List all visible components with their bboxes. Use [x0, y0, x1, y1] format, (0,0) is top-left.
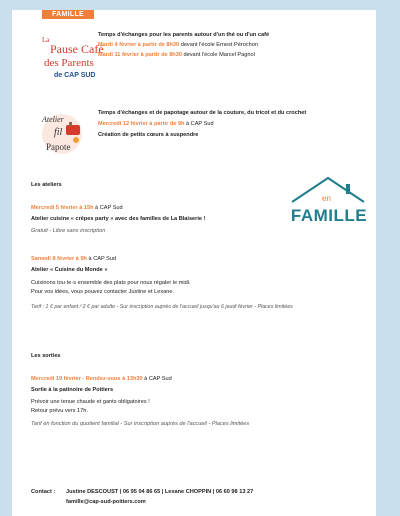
- pause-cafe-place-1: devant l'école Ernest Pérochon: [179, 42, 258, 48]
- svg-text:fil: fil: [54, 127, 63, 138]
- svg-text:La: La: [42, 36, 50, 44]
- pause-cafe-place-2: devant l'école Marcel Pagnol: [181, 52, 255, 58]
- ateliers-heading: Les ateliers: [31, 182, 62, 188]
- atelier-2-desc-2: Pour vos idées, vous pouvez contacter Justine et Lexane.: [31, 289, 175, 295]
- svg-text:de CAP SUD: de CAP SUD: [54, 72, 96, 79]
- atelier-1-date: Mercredi 5 février à 15h: [31, 205, 94, 211]
- atelier-1-note: Gratuit - Libre sans inscription: [31, 228, 106, 234]
- sortie-when: [31, 375, 172, 384]
- sortie-desc-2: Retour prévu vers 17h.: [31, 408, 88, 414]
- en-famille-logo: [282, 170, 374, 236]
- pause-cafe-logo: [40, 33, 104, 83]
- atelier-fil-place: à CAP Sud: [184, 121, 214, 127]
- sortie-place: à CAP Sud: [142, 376, 172, 382]
- sortie-date: Mercredi 19 février - Rendez-vous à 13h30: [31, 376, 143, 382]
- sortie-title: Sortie à la patinoire de Poitiers: [31, 387, 114, 393]
- section-tab: FAMILLE: [42, 10, 94, 19]
- sortie-note: Tarif en fonction du quotient familial - Sur inscription auprès de l'accueil - Places limitées: [31, 421, 250, 427]
- sorties-heading: Les sorties: [31, 353, 61, 359]
- atelier-fil-when: [98, 120, 214, 129]
- atelier-2-note: Tarif : 1 € par enfant / 2 € par adulte - Sur inscription auprès de l'accueil jusqu'au 6 jeudi février - Places limitées: [31, 304, 293, 310]
- svg-text:Papote: Papote: [46, 142, 71, 152]
- svg-text:des Parents: des Parents: [44, 57, 94, 69]
- atelier-1-when: [31, 204, 123, 213]
- pause-cafe-title: Temps d'échanges pour les parents autour d'un thé ou d'un café: [98, 32, 270, 38]
- atelier-1-place: à CAP Sud: [93, 205, 123, 211]
- pause-cafe-line-2: [98, 51, 255, 60]
- atelier-fil-title: Temps d'échanges et de papotage autour de la couture, du tricot et du crochet: [98, 110, 307, 116]
- contact-label: Contact :: [31, 489, 56, 495]
- atelier-fil-subtitle: Création de petits cœurs à suspendre: [98, 132, 199, 138]
- contact-names: Justine DESCOUST | 06 95 04 86 65 | Lexane CHOPPIN | 06 60 98 13 27: [66, 489, 254, 495]
- atelier-fil-date: Mercredi 12 février à partir de 9h: [98, 121, 185, 127]
- atelier-1-title: Atelier cuisine « crêpes party » avec des familles de La Blaiserie !: [31, 216, 206, 222]
- atelier-2-title: Atelier « Cuisine du Monde »: [31, 267, 108, 273]
- svg-text:Atelier: Atelier: [42, 115, 64, 124]
- en-famille-small: en: [322, 194, 331, 203]
- pause-cafe-line-1: [98, 41, 258, 50]
- pause-cafe-date-1: Mardi 4 février à partir de 8h30: [98, 42, 180, 48]
- atelier-2-desc-1: Cuisinons tou·te·s ensemble des plats pour nous régaler le midi.: [31, 280, 191, 286]
- atelier-fil-logo: [40, 110, 84, 156]
- atelier-2-date: Samedi 8 février à 9h: [31, 256, 87, 262]
- contact-email[interactable]: famille@cap-sud-poitiers.com: [66, 499, 146, 505]
- svg-text:Pause Café: Pause Café: [50, 42, 104, 56]
- atelier-2-when: [31, 255, 116, 264]
- page-sheet: [12, 10, 376, 516]
- house-icon: [282, 170, 374, 236]
- pause-cafe-date-2: Mardi 11 février à partir de 8h30: [98, 52, 182, 58]
- en-famille-big: FAMILLE: [290, 206, 368, 225]
- sortie-desc-1: Prévoir une tenue chaude et gants obligatoires !: [31, 399, 150, 405]
- atelier-2-place: à CAP Sud: [86, 256, 117, 262]
